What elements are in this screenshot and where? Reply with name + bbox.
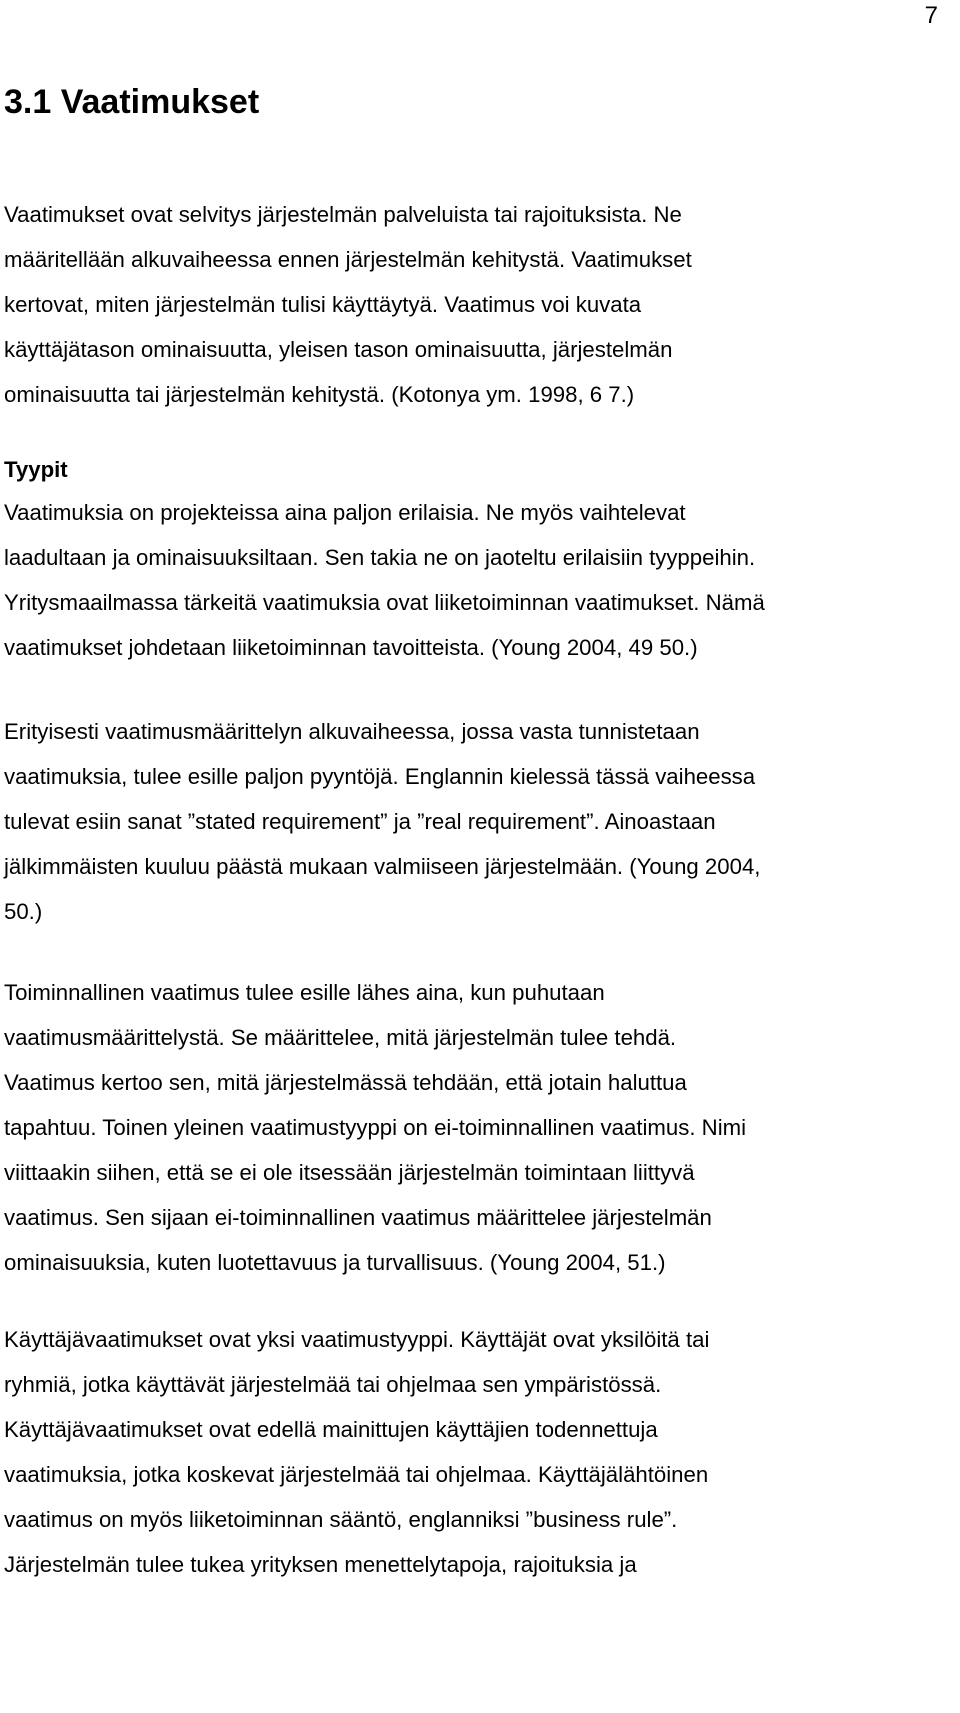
section-heading: 3.1 Vaatimukset [4, 83, 260, 121]
paragraph-types: Vaatimuksia on projekteissa aina paljon erilaisia. Ne myös vaihtelevat laadultaan ja ominaisuuksiltaan. Sen takia ne on jaoteltu erilaisiin tyyppeihin. Yritysmaailmassa tärkeitä vaatimuksia ovat liiketoiminnan vaatimukset. Nämä vaatimukset johdetaan liiketoiminnan tavoitteista. (Young 2004, 49 50.) [4, 500, 765, 660]
paragraph-functional: Toiminnallinen vaatimus tulee esille lähes aina, kun puhutaan vaatimusmäärittelystä. Se määrittelee, mitä järjestelmän tulee tehdä. Vaatimus kertoo sen, mitä järjestelmässä tehdään, että jotain haluttua tapahtuu. Toinen yleinen vaatimustyyppi on ei-toiminnallinen vaatimus. Nimi viittaakin siihen, että se ei ole itsessään järjestelmän toimintaan liittyvä vaatimus. Sen sijaan ei-toiminnallinen vaatimus määrittelee järjestelmän ominaisuuksia, kuten luotettavuus ja turvallisuus. (Young 2004, 51.) [4, 980, 747, 1275]
paragraph-user-requirements: Käyttäjävaatimukset ovat yksi vaatimustyyppi. Käyttäjät ovat yksilöitä tai ryhmiä, jotka käyttävät järjestelmää tai ohjelmaa sen ympäristössä. Käyttäjävaatimukset ovat edellä mainittujen käyttäjien todennettuja vaatimuksia, jotka koskevat järjestelmää tai ohjelmaa. Käyttäjälähtöinen vaatimus on myös liiketoiminnan sääntö, englanniksi ”business rule”. Järjestelmän tulee tukea yrityksen menettelytapoja, rajoituksia ja [4, 1327, 710, 1577]
paragraph-stated-real: Erityisesti vaatimusmäärittelyn alkuvaiheessa, jossa vasta tunnistetaan vaatimuksia, tulee esille paljon pyyntöjä. Englannin kielessä tässä vaiheessa tulevat esiin sanat ”stated requirement” ja ”real requirement”. Ainoastaan jälkimmäisten kuuluu päästä mukaan valmiiseen järjestelmään. (Young 2004, 50.) [4, 719, 761, 924]
subheading-types: Tyypit [4, 457, 68, 482]
paragraph-intro: Vaatimukset ovat selvitys järjestelmän palveluista tai rajoituksista. Ne määritellään alkuvaiheessa ennen järjestelmän kehitystä. Vaatimukset kertovat, miten järjestelmän tulisi käyttäytyä. Vaatimus voi kuvata käyttäjätason ominaisuutta, yleisen tason ominaisuutta, järjestelmän ominaisuutta tai järjestelmän kehitystä. (Kotonya ym. 1998, 6 7.) [4, 202, 692, 407]
page-number: 7 [924, 2, 938, 29]
